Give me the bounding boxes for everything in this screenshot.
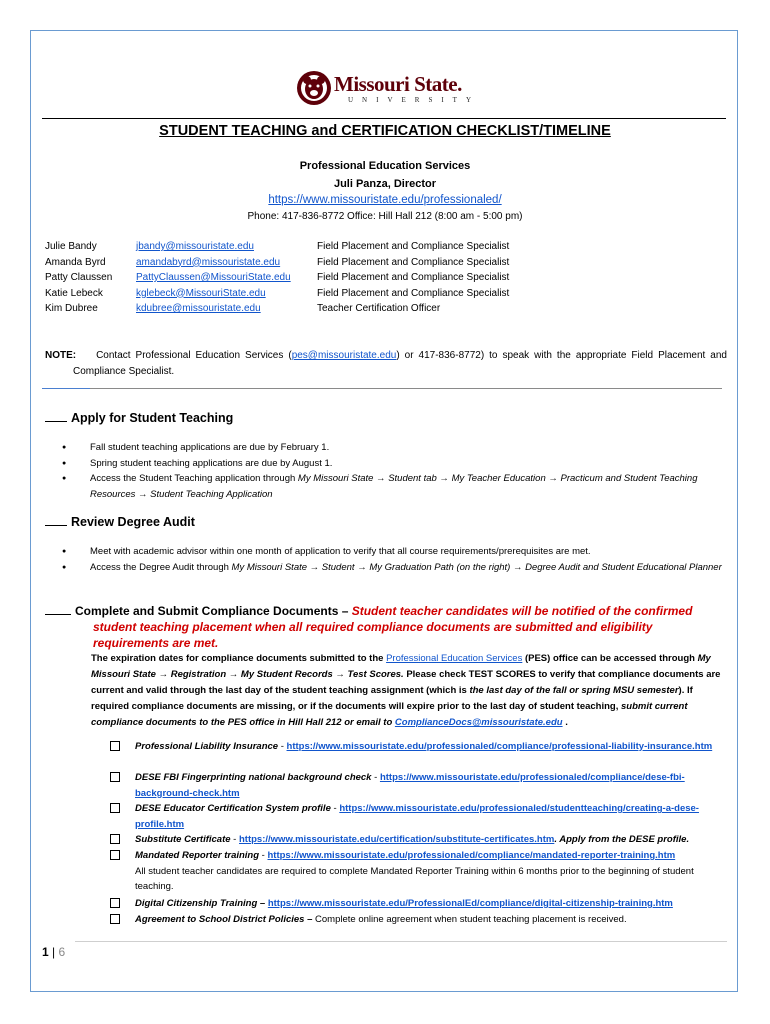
contact-email-link[interactable]: PattyClaussen@MissouriState.edu [136,272,291,283]
contact-email-link[interactable]: kglebeck@MissouriState.edu [136,287,266,299]
check-item-liability: Professional Liability Insurance - https://www.missouristate.edu/professionaled/compliance/professional-liability-insurance.htm [113,739,725,755]
director: Juli Panza, Director [333,178,437,190]
checkbox[interactable] [110,898,120,908]
checkbox-blank[interactable] [45,410,67,422]
section-apply-heading: Apply for Student Teaching [45,410,233,425]
section-degree-heading: Review Degree Audit [45,514,195,529]
contact-name: Patty Claussen [45,272,113,283]
checkbox[interactable] [110,850,120,860]
contact-role: Field Placement and Compliance Specialist [317,272,510,283]
bear-logo-icon [296,70,332,106]
list-item: ● Spring student teaching applications are due by August 1. [62,456,722,472]
note-line2: Compliance Specialist. [73,366,175,377]
checkbox-blank[interactable] [45,514,67,526]
contact-name: Katie Lebeck [45,287,103,299]
liability-link[interactable]: https://www.missouristate.edu/professionaled/compliance/professional-liability-insurance.htm [286,741,713,752]
contact-name: Kim Dubree [45,303,98,314]
page-separator: | [52,945,56,959]
footer-rule [75,941,727,942]
checkbox-blank[interactable] [45,603,71,615]
compliance-paragraph: The expiration dates for compliance documents submitted to the Professional Education Services (PES) office can be accessed through My Missouri State → Registration → My Student Records → Test Scores. Please check TEST SCORES to verify that compliance documents are current and valid through the last day of the student teaching assignment (which is the last day of the fall or spring MSU semester). If required compliance documents are missing, or if the documents will expire prior to the last day of student teaching, submit current compliance documents to the PES office in Hill Hall 212 or email to ComplianceDocs@missouristate.edu . [91,653,721,728]
section-compliance-heading: Complete and Submit Compliance Documents – Student teacher candidates will be notified of the confirmed student teaching placement when all required compliance documents are submitted and eligibility requirements are met. [45,603,725,651]
check-item-dese-profile: DESE Educator Certification System profile - https://www.missouristate.edu/professionaled/studentteaching/creating-a-dese-profile.htm [113,801,725,832]
checkbox[interactable] [110,741,120,751]
check-item-mandated: Mandated Reporter training - https://www.missouristate.edu/professionaled/compliance/mandated-reporter-training.htm All student teacher candidates are required to complete Mandated Reporter Training within 6 months prior to the beginning of student teaching. [113,848,725,895]
checkbox[interactable] [110,914,120,924]
university-logo [296,70,480,108]
note-text-post: ) or 417-836-8772) to speak with the appropriate Field Placement and [396,350,727,361]
mandated-note: All student teacher candidates are required to complete Mandated Reporter Training within 6 months prior to the beginning of student teaching. [135,865,694,893]
section-divider [42,388,722,389]
list-item: ● Access the Student Teaching application through My Missouri State → Student tab → My Teacher Education → Practicum and Student Teaching Resources → Student Teaching Application [62,471,722,502]
note-label: NOTE: [45,350,77,361]
page-total: 6 [58,945,66,959]
substitute-link[interactable]: https://www.missouristate.edu/certification/substitute-certificates.htm [239,834,555,845]
contact-role: Field Placement and Compliance Specialist [317,287,510,299]
mandated-link[interactable]: https://www.missouristate.edu/professionaled/compliance/mandated-reporter-training.htm [267,850,676,861]
degree-list [62,544,722,575]
compliance-email-link[interactable]: ComplianceDocs@missouristate.edu [394,717,563,728]
list-item: ● Fall student teaching applications are due by February 1. [62,440,722,456]
contact-email-link[interactable]: kdubree@missouristate.edu [136,303,261,314]
checkbox[interactable] [110,803,120,813]
pes-link[interactable]: Professional Education Services [386,653,523,664]
page-title: STUDENT TEACHING and CERTIFICATION CHECKLIST/TIMELINE [159,123,611,139]
page-current: 1 [42,945,49,959]
note-block [45,348,727,380]
header-rule [42,118,726,119]
checkbox[interactable] [110,772,120,782]
dept-name: Professional Education Services [299,160,471,172]
page-number [42,945,65,959]
pes-email-link[interactable]: pes@missouristate.edu [291,350,397,361]
contact-name: Julie Bandy [45,241,97,252]
checkbox[interactable] [110,834,120,844]
contact-role: Field Placement and Compliance Specialist [317,256,510,268]
note-text-pre: Contact Professional Education Services ( [96,350,292,361]
check-item-digital: Digital Citizenship Training – https://www.missouristate.edu/ProfessionalEd/compliance/digital-citizenship-training.htm [113,896,725,912]
digital-link[interactable]: https://www.missouristate.edu/ProfessionalEd/compliance/digital-citizenship-training.htm [267,898,673,909]
dese-profile-link[interactable]: https://www.missouristate.edu/professionaled/studentteaching/creating-a-dese-profile.htm [135,803,699,830]
contact-role: Teacher Certification Officer [317,303,441,314]
contact-role: Field Placement and Compliance Specialist [317,241,510,252]
contact-email-link[interactable]: jbandy@missouristate.edu [136,241,254,252]
contact-email-link[interactable]: amandabyrd@missouristate.edu [136,256,281,268]
check-item-substitute: Substitute Certificate - https://www.missouristate.edu/certification/substitute-certificates.htm. Apply from the DESE profile. [113,832,725,848]
logo-subtitle: UNIVERSITY [348,96,480,104]
list-item: ● Meet with academic advisor within one month of application to verify that all course requirements/prerequisites are met. [62,544,722,560]
phone-office-line: Phone: 417-836-8772 Office: Hill Hall 212 (8:00 am - 5:00 pm) [247,211,523,222]
dept-url-link[interactable]: https://www.missouristate.edu/professionaled/ [268,194,502,206]
contact-name: Amanda Byrd [45,256,106,268]
logo-wordmark: Missouri State. [334,72,462,96]
list-item: ● Access the Degree Audit through My Missouri State → Student → My Graduation Path (on the right) → Degree Audit and Student Educational Planner [62,560,722,576]
fingerprint-link[interactable]: https://www.missouristate.edu/professionaled/compliance/dese-fbi-background-check.htm [135,772,685,799]
check-item-fingerprint: DESE FBI Fingerprinting national background check - https://www.missouristate.edu/professionaled/compliance/dese-fbi-background-check.htm [113,770,725,801]
check-item-agreement: Agreement to School District Policies – Complete online agreement when student teaching placement is received. [113,912,725,928]
apply-list [62,440,722,502]
